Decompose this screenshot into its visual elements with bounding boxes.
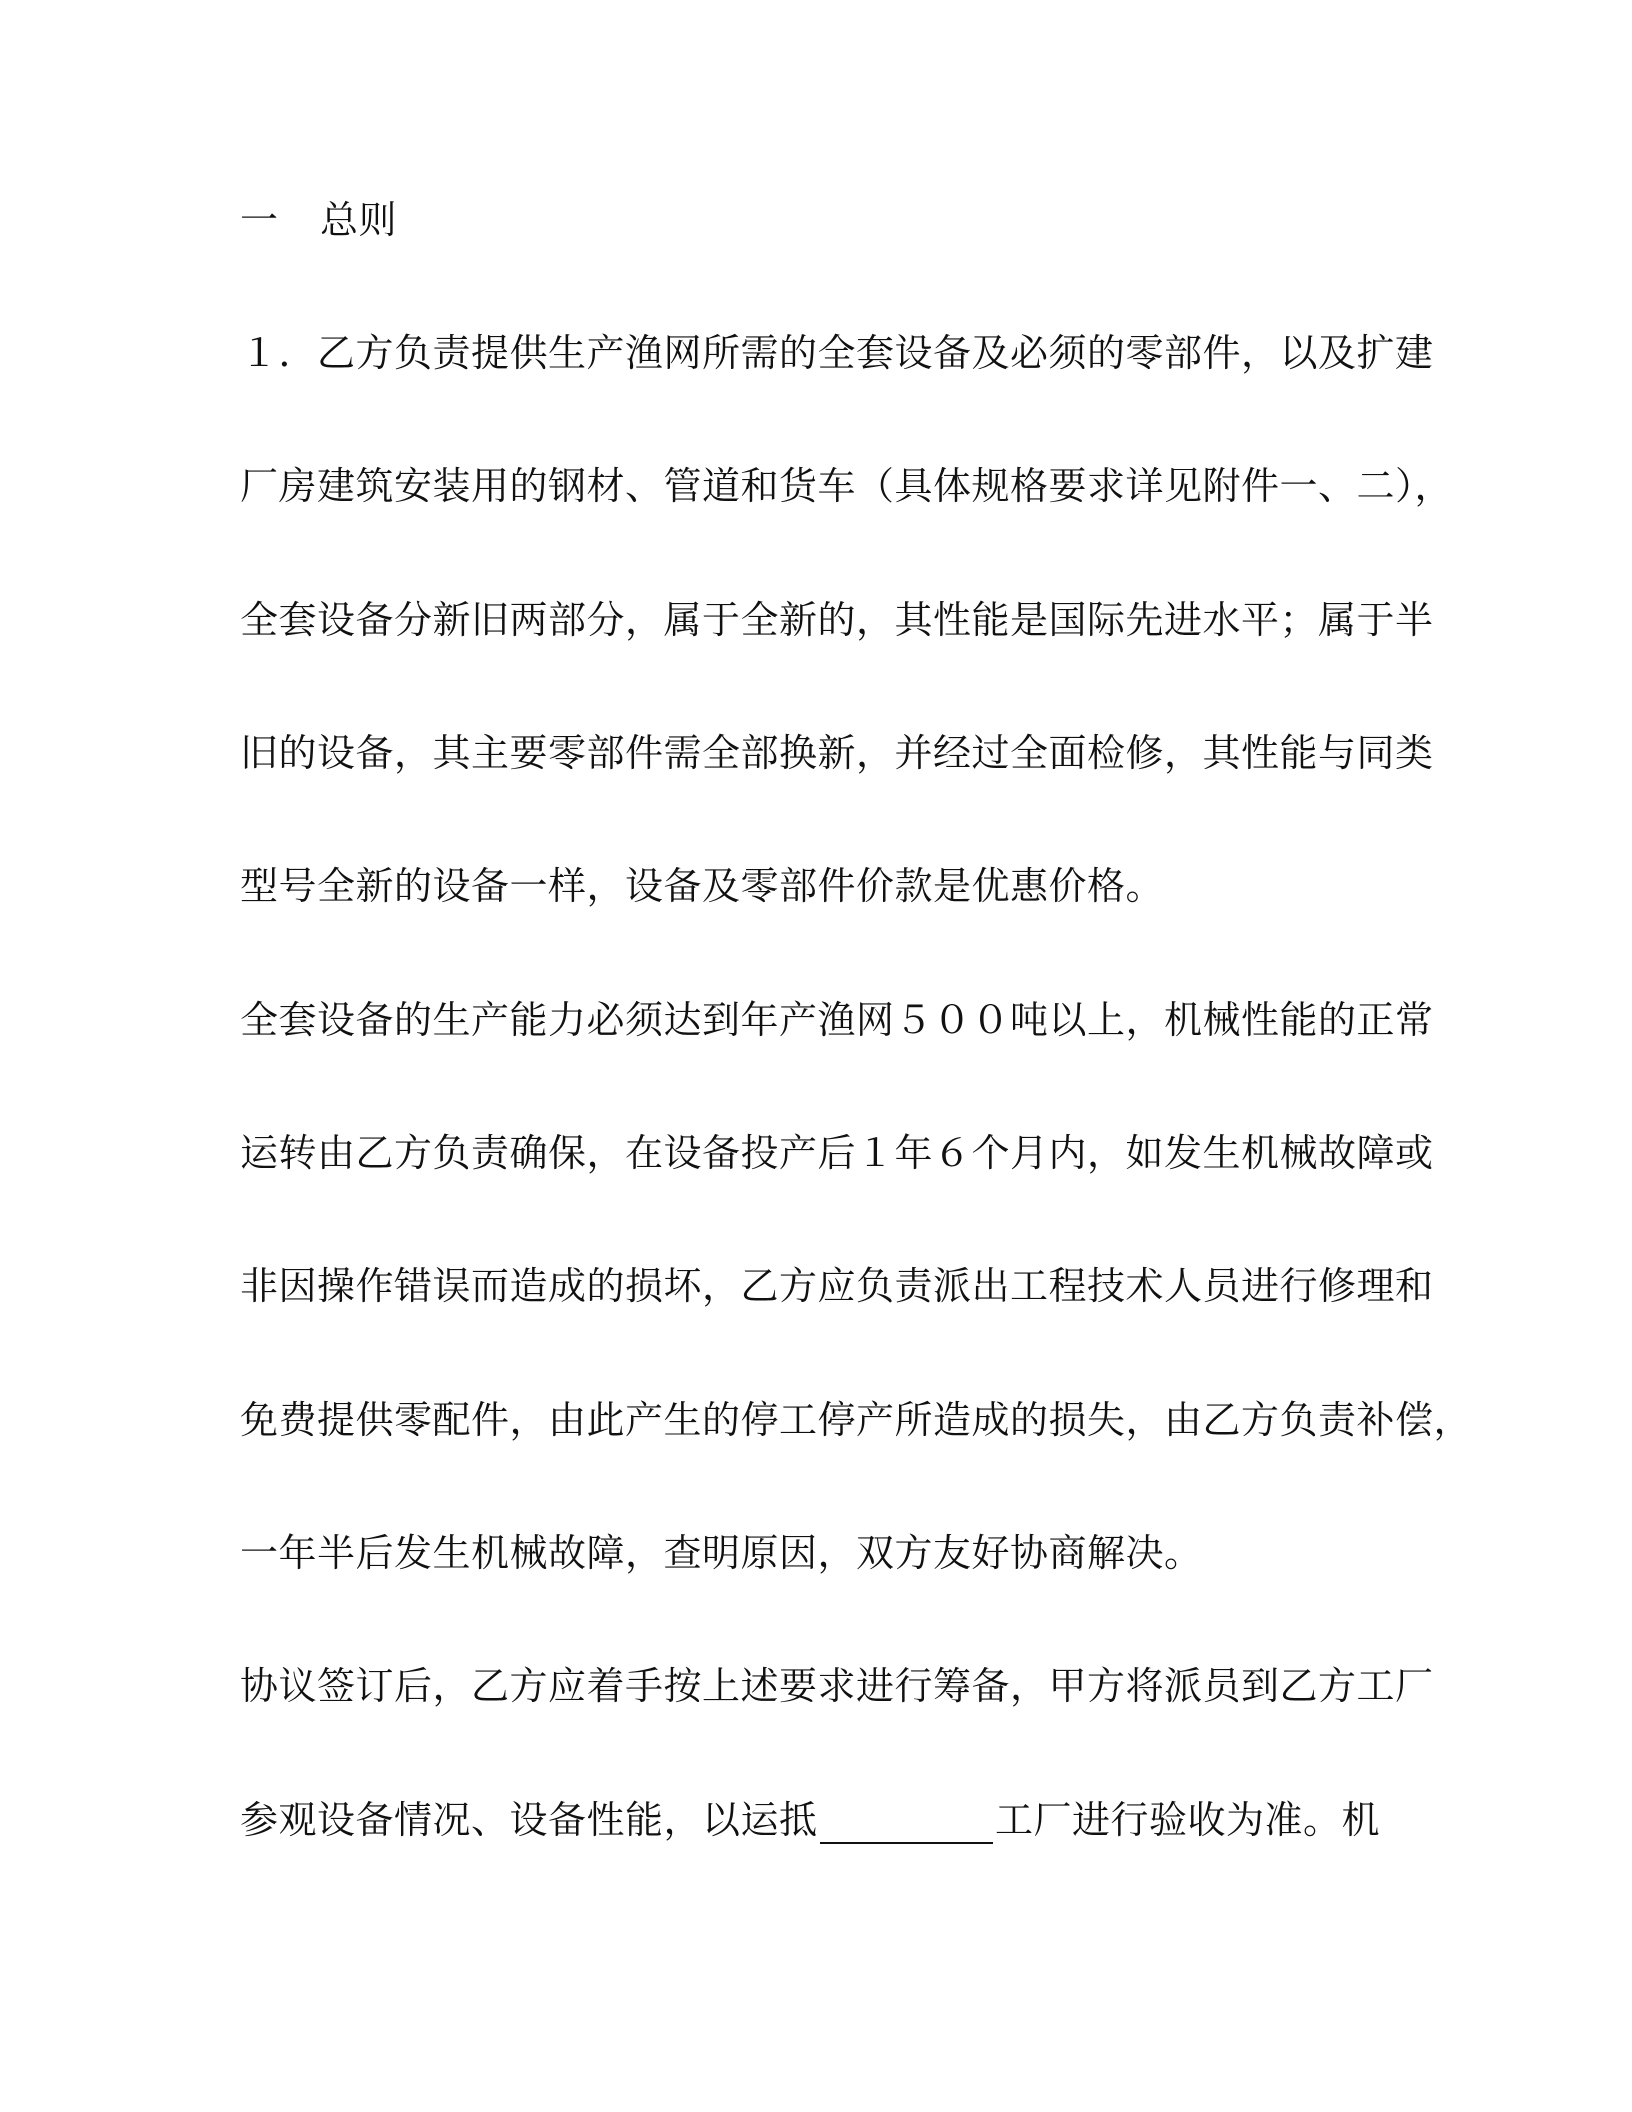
paragraph-line-12 (240, 1796, 1380, 1844)
line-12-after-blank: 工厂进行验收为准。机 (994, 1798, 1380, 1842)
paragraph-line-4: 旧的设备，其主要零部件需全部换新，并经过全面检修，其性能与同类 (240, 731, 1434, 775)
paragraph-line-7: 运转由乙方负责确保，在设备投产后１年６个月内，如发生机械故障或 (240, 1131, 1434, 1175)
section-number: 一 (240, 198, 279, 242)
section-title: 总则 (320, 198, 398, 242)
paragraph-line-2: 厂房建筑安装用的钢材、管道和货车（具体规格要求详见附件一、二）， (240, 464, 1454, 508)
paragraph-line-9: 免费提供零配件，由此产生的停工停产所造成的损失，由乙方负责补偿， (240, 1398, 1473, 1442)
paragraph-line-8: 非因操作错误而造成的损坏，乙方应负责派出工程技术人员进行修理和 (240, 1264, 1434, 1308)
paragraph-line-6: 全套设备的生产能力必须达到年产渔网５００吨以上，机械性能的正常 (240, 998, 1434, 1042)
paragraph-line-5: 型号全新的设备一样，设备及零部件价款是优惠价格。 (240, 864, 1165, 908)
paragraph-line-10: 一年半后发生机械故障，查明原因，双方友好协商解决。 (240, 1531, 1203, 1575)
paragraph-line-1: １．乙方负责提供生产渔网所需的全套设备及必须的零部件，以及扩建 (240, 331, 1434, 375)
line-12-before-blank: 参观设备情况、设备性能，以运抵 (240, 1798, 818, 1842)
paragraph-line-11: 协议签订后，乙方应着手按上述要求进行筹备，甲方将派员到乙方工厂 (240, 1664, 1434, 1708)
fill-in-blank[interactable] (820, 1802, 993, 1844)
section-heading (240, 196, 1380, 244)
paragraph-line-3: 全套设备分新旧两部分，属于全新的，其性能是国际先进水平；属于半 (240, 598, 1434, 642)
